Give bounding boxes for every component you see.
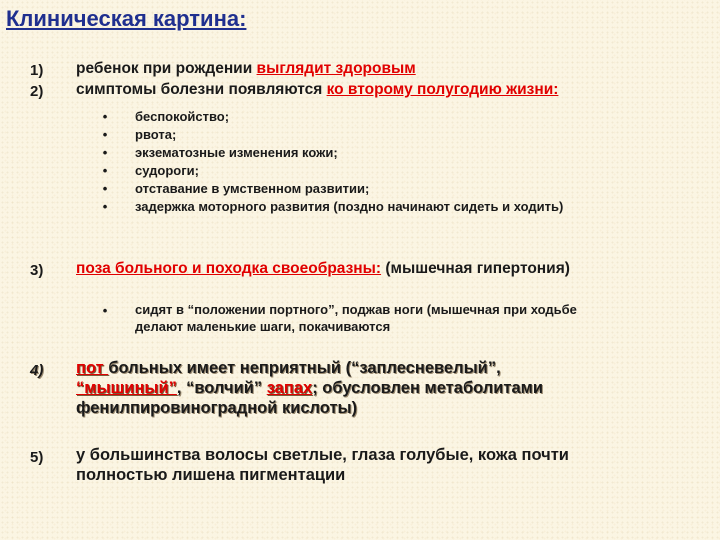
bullet-dot: • — [102, 109, 108, 124]
bullet-dot: • — [102, 199, 108, 214]
symptom-item: рвота; — [135, 127, 177, 142]
symptom-item: беспокойство; — [135, 109, 230, 124]
item-5-number: 5) — [30, 449, 44, 466]
item-4-odor: запах — [266, 379, 313, 397]
item-5-line-2: полностью лишена пигментации — [76, 466, 346, 484]
bullet-dot: • — [102, 127, 108, 142]
bullet-dot: • — [102, 145, 108, 160]
item-4-line-1-plain: больных имеет неприятный (“заплесневелый”, — [108, 359, 501, 377]
item-1-highlight: выглядит здоровым — [256, 60, 416, 77]
item-1-text — [76, 60, 416, 78]
item-4-line-2-plain-a: , “волчий” — [176, 379, 267, 397]
item-4-number: 4) — [30, 362, 44, 379]
item-4-line-2 — [76, 379, 543, 398]
item-4-line-2-plain-b: ; обусловлен метаболитами — [312, 379, 544, 397]
symptom-item: отставание в умственном развитии; — [135, 181, 370, 196]
item-3-highlight: поза больного и походка своеобразны: — [76, 260, 382, 277]
symptom-item: задержка моторного развития (поздно начинают сидеть и ходить) — [135, 199, 564, 214]
bullet-dot: • — [102, 303, 108, 318]
item-4-line-3: фенилпировиноградной кислоты) — [76, 399, 358, 417]
item-3-number: 3) — [30, 262, 44, 279]
item-1-number: 1) — [30, 62, 44, 79]
item-2-highlight: ко второму полугодию жизни: — [326, 81, 559, 98]
bullet-dot: • — [102, 181, 108, 196]
item-3-plain: (мышечная гипертония) — [381, 260, 570, 277]
item-4-mousy: “мышиный” — [76, 379, 177, 397]
item-2-text — [76, 81, 558, 99]
item-3-text — [76, 260, 570, 278]
posture-line-1: сидят в “положении портного”, поджав ноги (мышечная при ходьбе — [135, 302, 577, 317]
item-4-sweat: пот — [76, 359, 109, 377]
item-2-number: 2) — [30, 83, 44, 100]
posture-line-2: делают маленькие шаги, покачиваются — [135, 319, 391, 334]
item-5-line-1: у большинства волосы светлые, глаза голубые, кожа почти — [76, 446, 569, 464]
item-4-line-1 — [76, 359, 501, 378]
symptom-item: судороги; — [135, 163, 199, 178]
slide-title: Клиническая картина: — [6, 6, 247, 31]
item-1-plain: ребенок при рождении — [76, 60, 257, 77]
bullet-dot: • — [102, 163, 108, 178]
symptom-item: экзематозные изменения кожи; — [135, 145, 338, 160]
item-2-plain: симптомы болезни появляются — [76, 81, 327, 98]
